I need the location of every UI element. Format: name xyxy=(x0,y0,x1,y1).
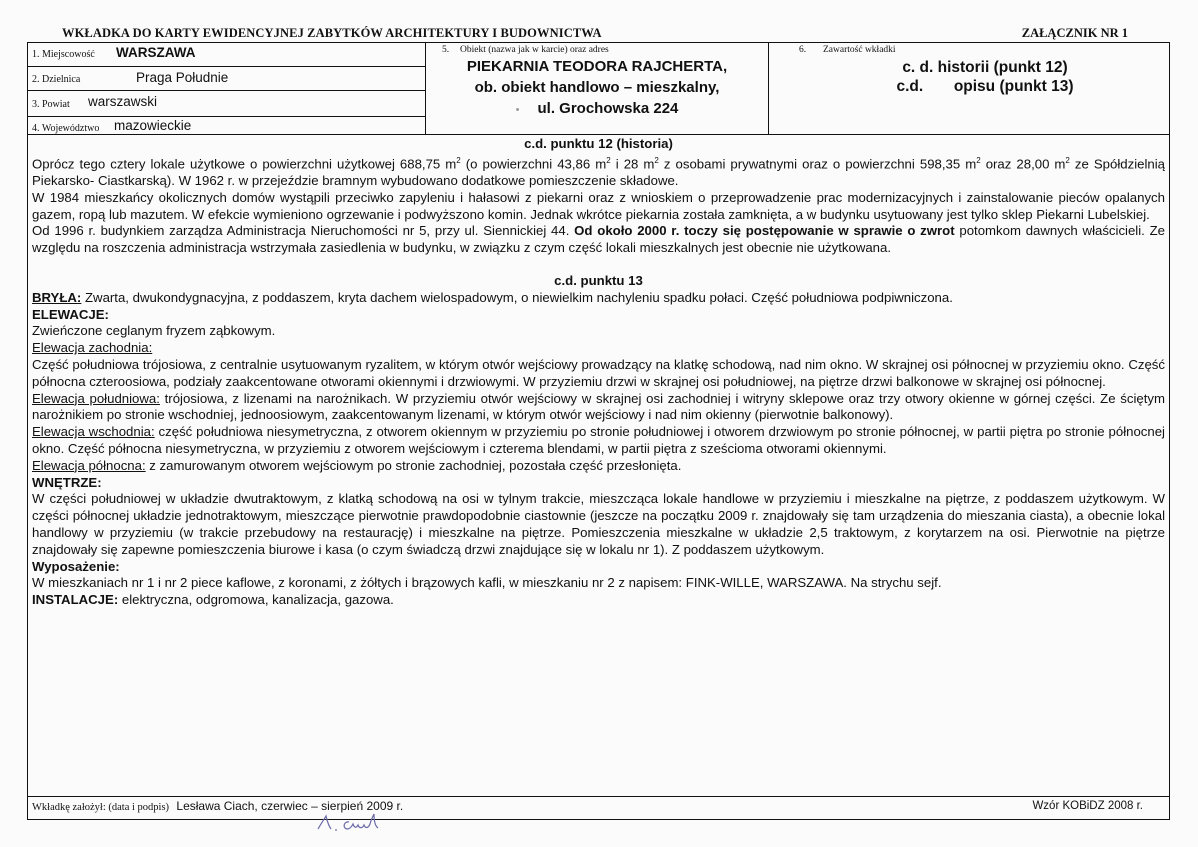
object-field xyxy=(426,43,769,134)
field-locality xyxy=(28,43,425,67)
south-facade: Elewacja południowa: trójosiowa, z lizenami na narożnikach. W przyziemiu otwór wejściowy w skrajnej osi zachodniej i witryny sklepowe oraz trzy otwory okienne w górnej części. Ze ściętym narożnikiem po stronie wschodniej, jednoosiowym, zaakcentowanym lizenami, w którym otwór wejściowy i nad nim okienny (pierwotnie balkonowy). xyxy=(32,390,1165,423)
equipment-heading: Wyposażenie: xyxy=(32,558,120,574)
contents-description-prefix: c.d. xyxy=(896,78,924,95)
field-county-value: warszawski xyxy=(88,94,158,109)
west-facade-heading: Elewacja zachodnia: xyxy=(32,340,153,356)
object-address-text: ul. Grochowska 224 xyxy=(537,100,679,117)
field-county-label: 3. Powiat xyxy=(32,99,70,110)
contents-field-number: 6. xyxy=(799,45,807,55)
footer-divider xyxy=(28,796,1169,797)
equipment-text: W mieszkaniach nr 1 i nr 2 piece kaflowe, z koronami, z żółtych i brązowych kafli, w mieszkaniu nr 2 z napisem: FINK-WILLE, WARSZAWA. Na strychu sejf. xyxy=(32,575,942,591)
contents-field-label: Zawartość wkładki xyxy=(823,45,896,55)
form-header-grid xyxy=(28,43,1169,135)
form-template-version: Wzór KOBiDZ 2008 r. xyxy=(1032,800,1143,812)
form-section: BRYŁA: Zwarta, dwukondygnacyjna, z poddaszem, kryta dachem wielospadowym, o niewielkim nachyleniu spadku połaci. Część południowa podpiwniczona. xyxy=(32,289,953,305)
field-district xyxy=(28,67,425,91)
annex-label: ZAŁĄCZNIK NR 1 xyxy=(1021,26,1128,40)
footer-author xyxy=(32,799,403,813)
east-facade: Elewacja wschodnia: część południowa niesymetryczna, z otworem okiennym w przyziemiu po stronie południowej i otworem drzwiowym po stronie północnej, w partii piętra po stronie północnej okno. Część północna niesymetryczna, w przyziemiu z otworem wejściowym i czterema blendami, w partii piętra z sześcioma otworami okiennymi. xyxy=(32,424,1165,456)
facades-text: Zwieńczone ceglanym fryzem ząbkowym. xyxy=(32,323,276,339)
footer-author-value: Lesława Ciach, czerwiec – sierpień 2009 r. xyxy=(176,799,404,813)
description-heading: c.d. punktu 13 xyxy=(554,272,643,288)
field-county xyxy=(28,91,425,117)
history-heading: c.d. punktu 12 (historia) xyxy=(524,136,673,151)
field-district-value: Praga Południe xyxy=(136,70,229,85)
contents-description-text: opisu (punkt 13) xyxy=(953,78,1074,95)
object-field-number: 5. xyxy=(442,45,450,55)
object-type: ob. obiekt handlowo – mieszkalny, xyxy=(474,79,720,96)
field-locality-label: 1. Miejscowość xyxy=(32,49,95,60)
facades-heading: ELEWACJE: xyxy=(32,306,109,322)
interior-heading: WNĘTRZE: xyxy=(32,474,102,490)
field-locality-value: WARSZAWA xyxy=(116,45,196,60)
contents-description xyxy=(769,78,1171,96)
history-paragraph-3: Od 1996 r. budynkiem zarządza Administracja Nieruchomości nr 5, przy ul. Siennickiej 44. Od około 2000 r. toczy się postępowanie w sprawie o zwrot potomkom dawnych właścicieli. Ze względu na roszczenia administracja wstrzymała zasiedlenia w budynku, w związku z czym część lokali mieszkalnych jest obecnie nie użytkowana. xyxy=(32,223,1165,256)
history-paragraph-1: Oprócz tego cztery lokale użytkowe o powierzchni użytkowej 688,75 $m^2$ (o powierzchni 43,86 $m^2$ i 28 $m^2$ z osobami prywatnymi oraz o powierzchni 598,35 $m^2$ oraz 28,00 $m^2$ ze Spółdzielnią Piekarsko- Ciastkarską). W 1962 r. w przejeździe bramnym wybudowano dodatkowe pomieszczenie składowe. xyxy=(32,155,1165,188)
field-voivodeship-value: mazowieckie xyxy=(114,118,192,133)
document-title: WKŁADKA DO KARTY EWIDENCYJNEJ ZABYTKÓW ARCHITEKTURY I BUDOWNICTWA xyxy=(62,26,602,40)
west-facade-text: Część południowa trójosiowa, z centralnie usytuowanym ryzalitem, w którym otwór wejściowy prowadzący na klatkę schodową, nad nim okno. W skrajnej osi północnej w przyziemiu okno. Część północna czteroosiowa, podziały zaakcentowane otworami okiennymi i drzwiowymi. W przyziemiu drzwi w skrajnej osi południowej, na piętrze drzwi balkonowe w skrajnej osi północnej. xyxy=(32,356,1165,389)
object-address: • ul. Grochowska 224 xyxy=(515,100,679,117)
field-voivodeship-label: 4. Województwo xyxy=(32,123,100,134)
interior-text: W części południowej w układzie dwutraktowym, z klatką schodową na osi w tylnym trakcie, mieszcząca lokale handlowe w przyziemiu i mieszkalne na piętrze, z poddaszem użytkowym. W części północnej układzie jednotraktowym, mieszczące pierwotnie prawdopodobnie ciastownie (jeszcze na początku 2009 r. znajdowały się tam urządzenia do mieszania ciasta), a obecnie lokal handlowy w przyziemiu (w trakcie przebudowy na restaurację) i mieszkalne na piętrze. Pomieszczenia mieszkalne w układzie 2,5 traktowym, z korytarzem na osi. Pierwotnie na piętrze znajdowały się zapewne pomieszczenia biurowe i kasa (o czym świadczą drzwi znajdujące się w lokalu nr 1). Z poddaszem użytkowym. xyxy=(32,491,1165,557)
field-voivodeship xyxy=(28,117,425,135)
field-district-label: 2. Dzielnica xyxy=(32,74,81,85)
north-facade: Elewacja północna: z zamurowanym otworem wejściowym po stronie zachodniej, pozostała część przesłonięta. xyxy=(32,457,682,473)
document-body xyxy=(32,136,1165,609)
footer-author-label: Wkładkę założył: (data i podpis) xyxy=(32,802,170,813)
object-name: PIEKARNIA TEODORA RAJCHERTA, xyxy=(466,58,728,75)
history-paragraph-2: W 1984 mieszkańcy okolicznych domów wystąpili przeciwko zapyleniu i hałasowi z piekarni oraz z wnioskiem o przeprowadzenie prac modernizacyjnych i zainstalowanie pieców opalanych gazem, ropą lub mazutem. W efekcie wymieniono ogrzewanie i podwyższono komin. Jednak wkrótce piekarnia została zamknięta, a w budynku usytuowany jest tylko sklep Piekarni Lubelskiej. xyxy=(32,189,1165,222)
object-field-label: Obiekt (nazwa jak w karcie) oraz adres xyxy=(460,45,609,55)
contents-history: c. d. historii (punkt 12) xyxy=(902,59,1068,76)
location-fields xyxy=(28,43,426,134)
form-frame xyxy=(27,42,1170,820)
contents-field xyxy=(769,43,1171,134)
installations: INSTALACJE: elektryczna, odgromowa, kanalizacja, gazowa. xyxy=(32,592,394,608)
handwritten-signature-icon xyxy=(316,812,386,834)
